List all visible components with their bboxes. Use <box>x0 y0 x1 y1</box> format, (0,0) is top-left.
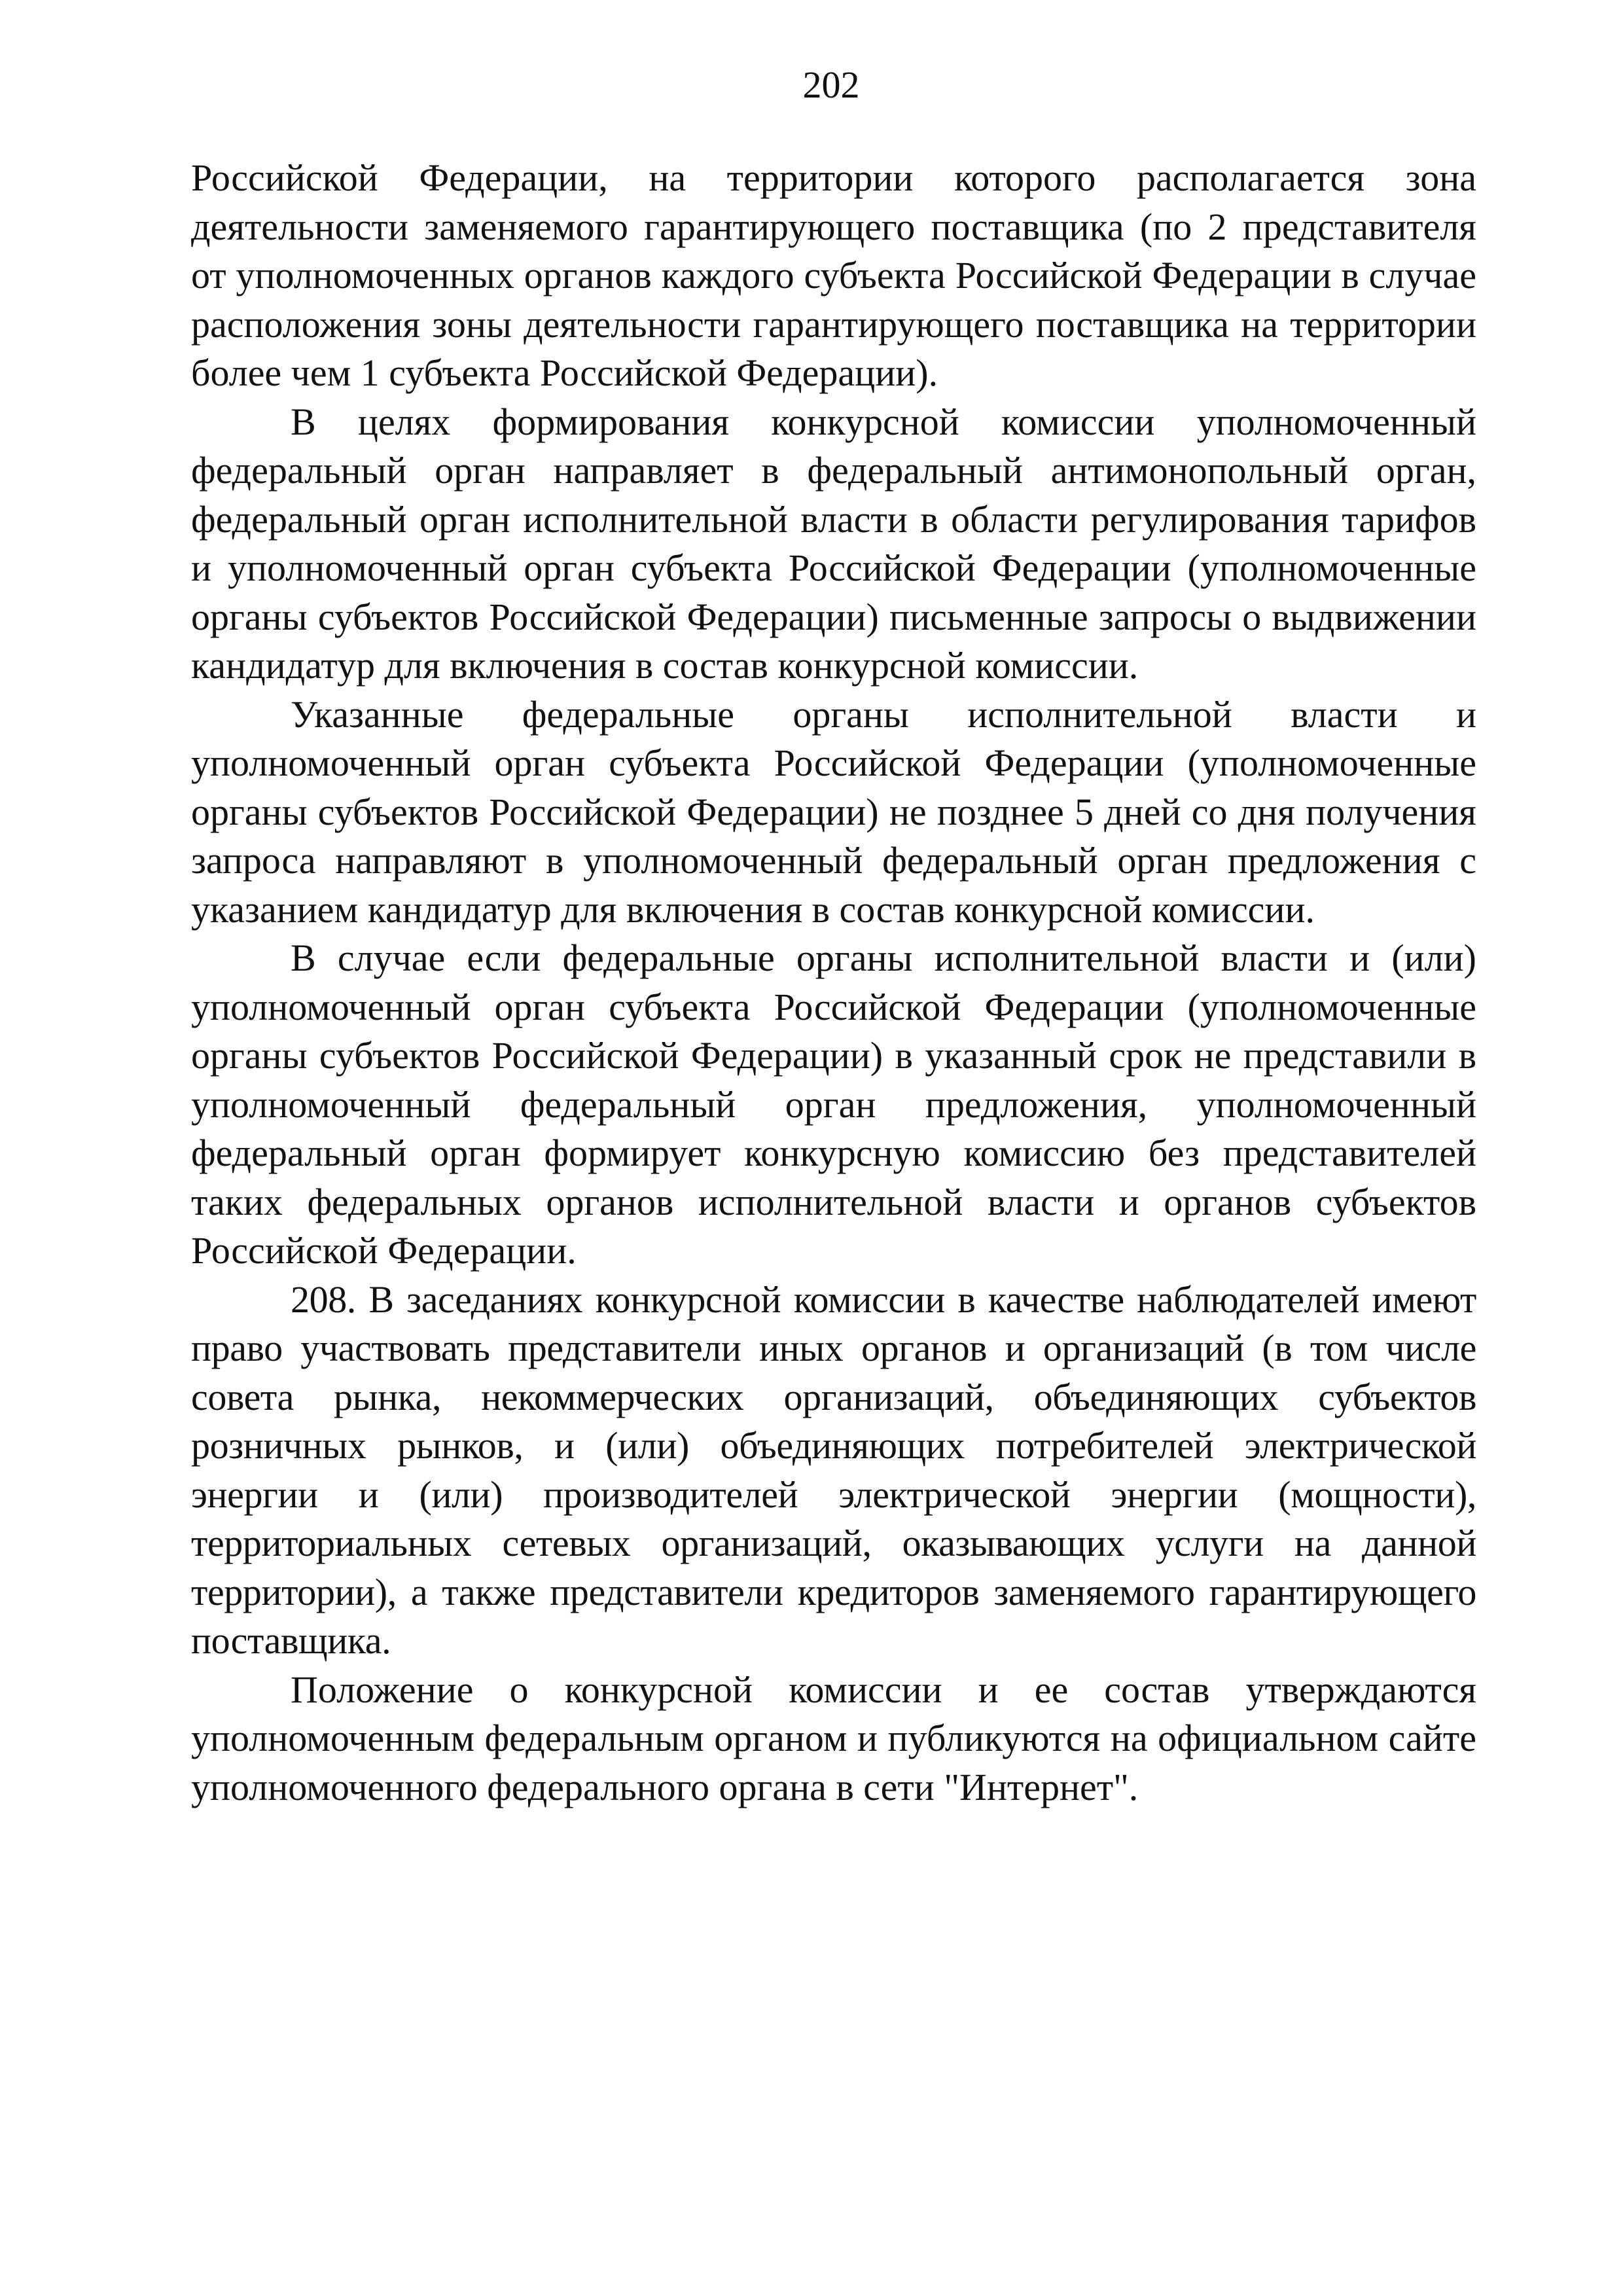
paragraph-commission-requests: В целях формирования конкурсной комиссии уполномоченный федеральный орган направляет в федеральный антимонопольный орган, федеральный орган исполнительной власти в области регулирования тарифов и уполномоченный орган субъекта Российской Федерации (уполномоченные органы субъектов Российской Федерации) письменные запросы о выдвижении кандидатур для включения в состав конкурсной комиссии. <box>191 400 1476 687</box>
paragraph-candidate-proposals: Указанные федеральные органы исполнительной власти и уполномоченный орган субъекта Российской Федерации (уполномоченные органы субъектов Российской Федерации) не позднее 5 дней со дня получения запроса направляют в уполномоченный федеральный орган предложения с указанием кандидатур для включения в состав конкурсной комиссии. <box>191 692 1476 931</box>
paragraph-continuation: Российской Федерации, на территории которого располагается зона деятельности заменяемого гарантирующего поставщика (по 2 представителя от уполномоченных органов каждого субъекта Российской Федерации в случае расположения зоны деятельности гарантирующего поставщика на территории более чем 1 субъекта Российской Федерации). <box>191 156 1476 394</box>
document-body <box>191 154 1476 1812</box>
page-number: 202 <box>802 63 860 106</box>
paragraph-no-proposals: В случае если федеральные органы исполнительной власти и (или) уполномоченный орган субъекта Российской Федерации (уполномоченные органы субъектов Российской Федерации) в указанный срок не представили в уполномоченный федеральный орган предложения, уполномоченный федеральный орган формирует конкурсную комиссию без представителей таких федеральных органов исполнительной власти и органов субъектов Российской Федерации. <box>191 937 1476 1272</box>
paragraph-clause-208: 208. В заседаниях конкурсной комиссии в качестве наблюдателей имеют право участвовать представители иных органов и организаций (в том числе совета рынка, некоммерческих организаций, объединяющих субъектов розничных рынков, и (или) объединяющих потребителей электрической энергии и (или) производителей электрической энергии (мощности), территориальных сетевых организаций, оказывающих услуги на данной территории), а также представители кредиторов заменяемого гарантирующего поставщика. <box>191 1278 1476 1662</box>
paragraph-commission-regulation: Положение о конкурсной комиссии и ее состав утверждаются уполномоченным федеральным органом и публикуются на официальном сайте уполномоченного федерального органа в сети "Интернет". <box>191 1668 1476 1808</box>
